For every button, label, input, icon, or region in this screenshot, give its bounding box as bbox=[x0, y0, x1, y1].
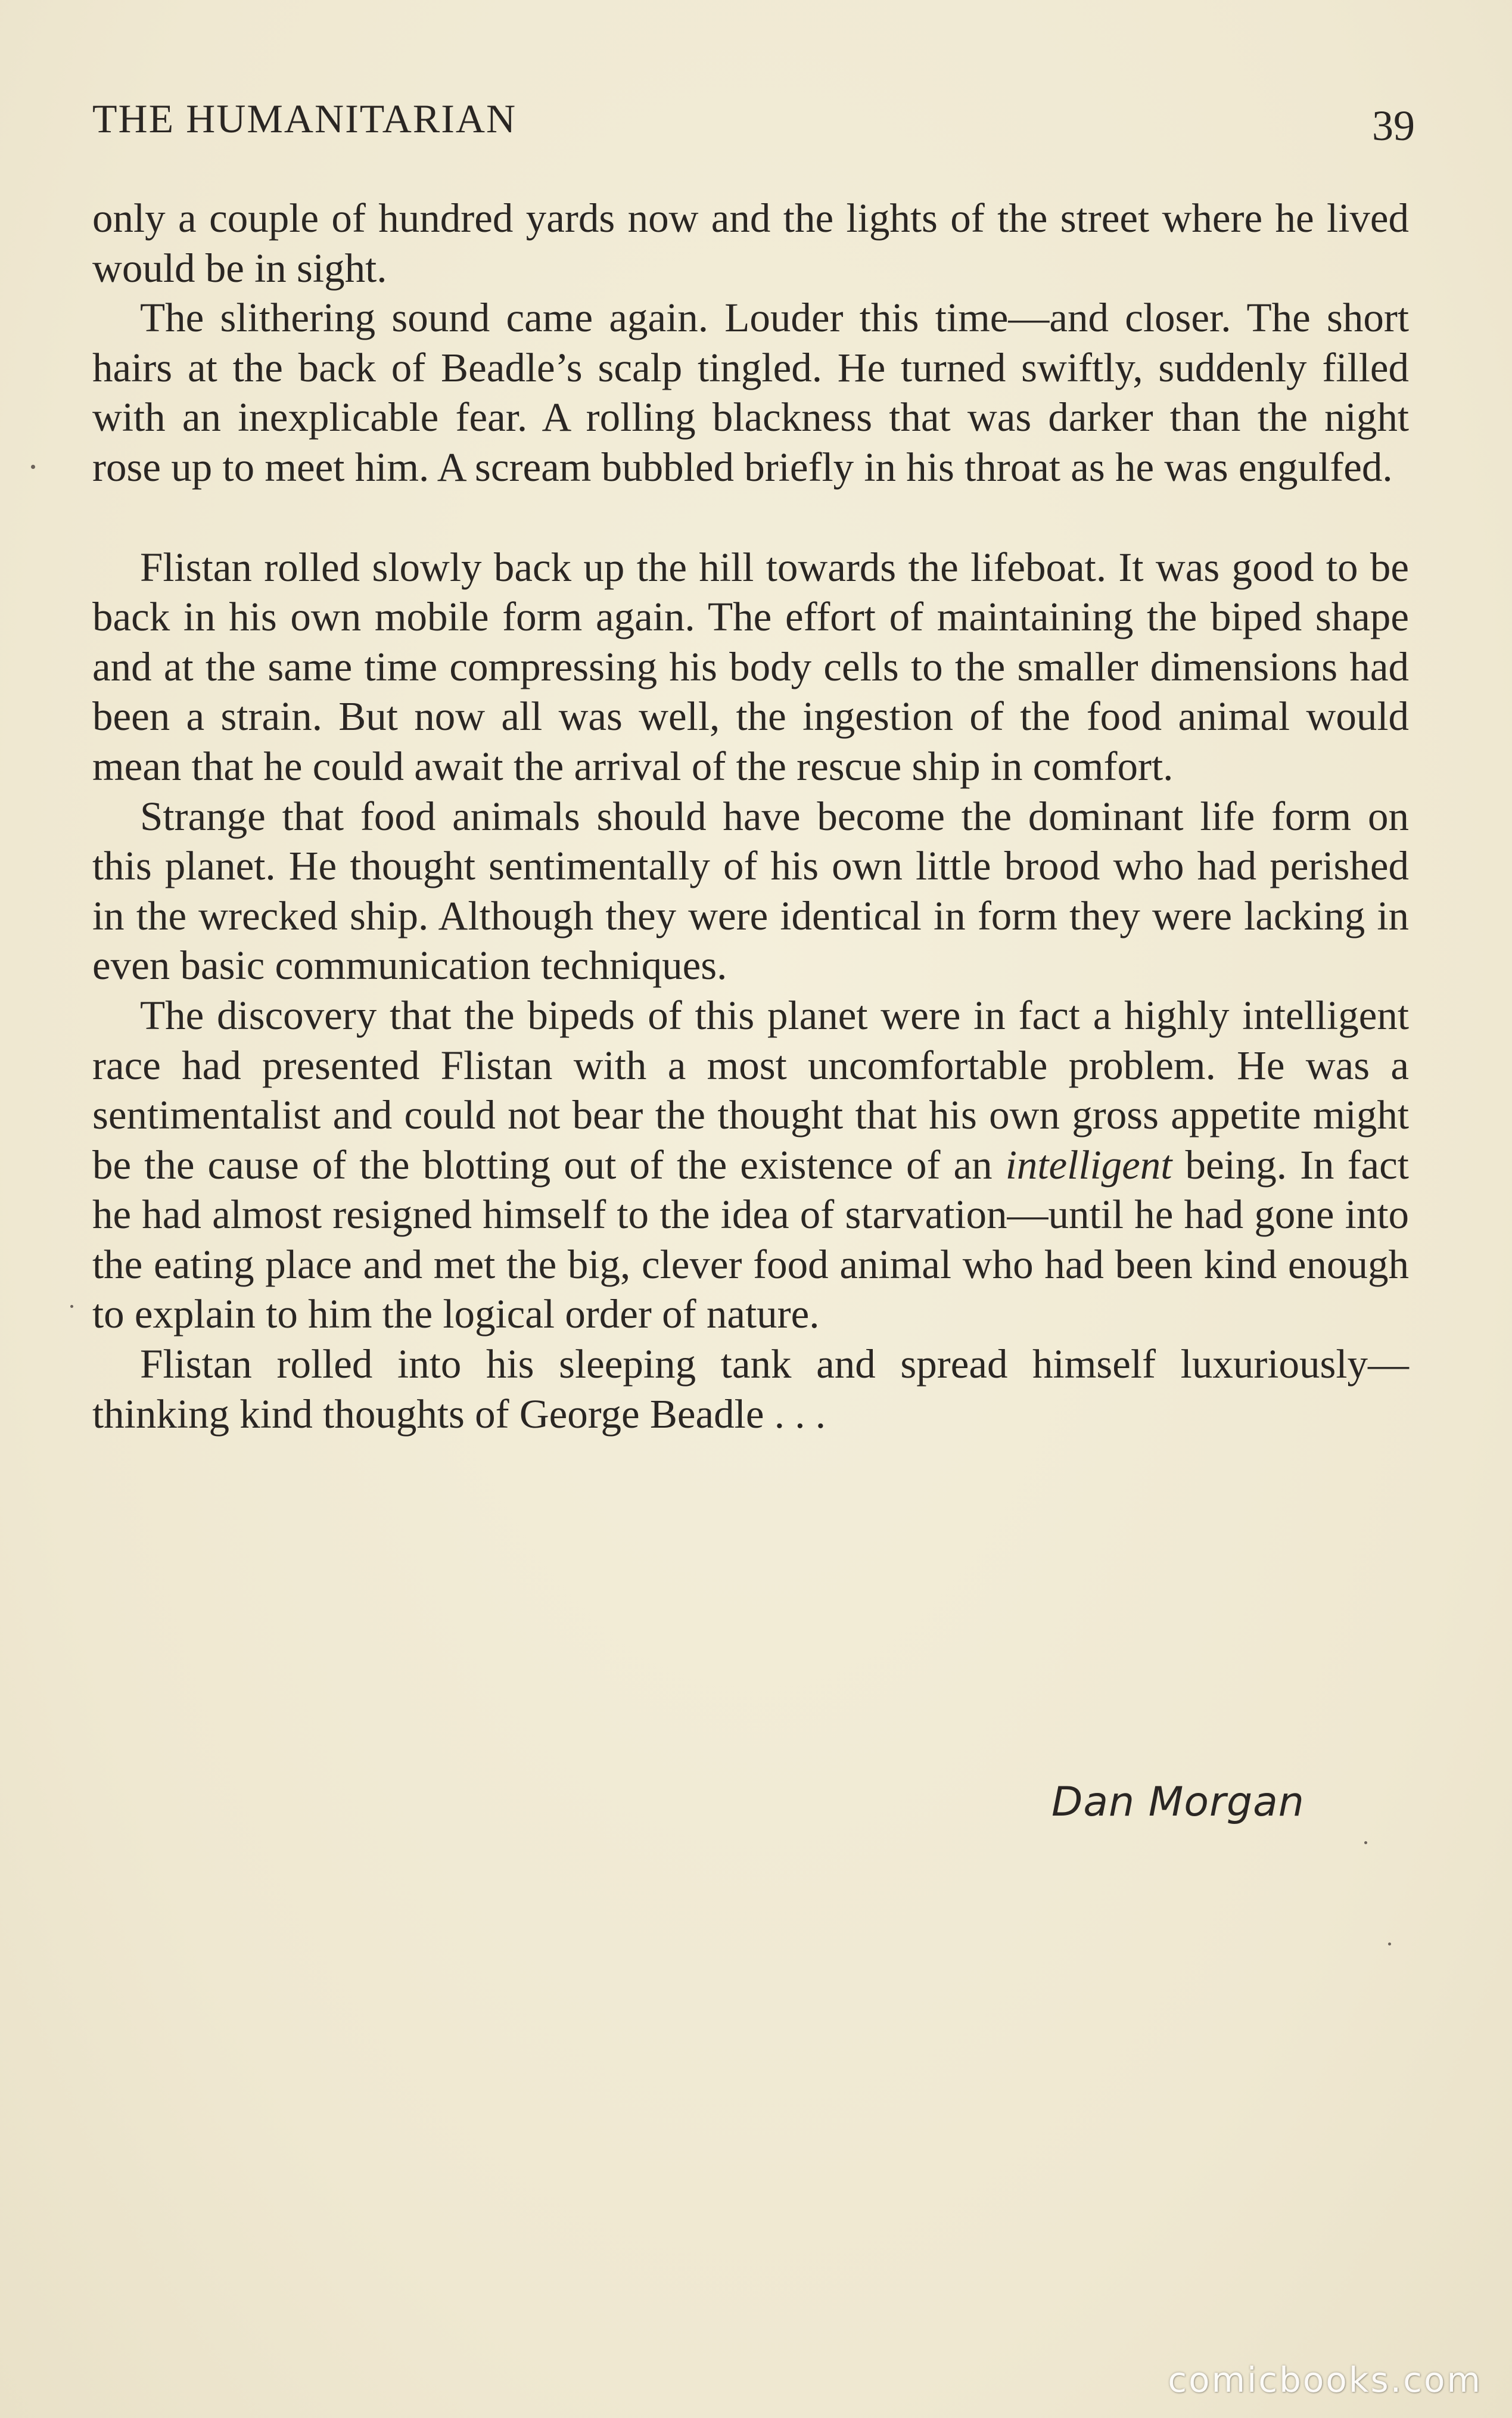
paragraph: The slithering sound came again. Louder this time—and closer. The short hairs at the back of Beadle’s scalp tingled. He turned swiftly, suddenly filled with an inexplicable fear. A rolling blackness that was darker than the night rose up to meet him. A scream bubbled briefly in his throat as he was engulfed. bbox=[92, 295, 1409, 490]
paragraph: Flistan rolled into his sleeping tank and spread himself luxuriously—thinking kind thoughts of George Beadle . . . bbox=[92, 1341, 1409, 1437]
paper-speck bbox=[1388, 1943, 1391, 1945]
story-text bbox=[92, 194, 1409, 1439]
paper-speck bbox=[31, 465, 35, 469]
paragraph: Flistan rolled slowly back up the hill towards the lifeboat. It was good to be back in his own mobile form again. The effort of maintaining the biped shape and at the same time compressing his body cells to the smaller dimensions had been a strain. But now all was well, the ingestion of the food animal would mean that he could await the arrival of the rescue ship in comfort. bbox=[92, 544, 1409, 789]
running-head bbox=[92, 95, 1415, 155]
paragraph bbox=[92, 991, 1409, 1339]
paragraph: only a couple of hundred yards now and the lights of the street where he lived would be in sight. bbox=[92, 195, 1409, 291]
watermark: comicbooks.com bbox=[1168, 2360, 1482, 2400]
paper-speck bbox=[1364, 1841, 1367, 1844]
emphasis-word: intelligent bbox=[1005, 1142, 1172, 1188]
paragraph: Strange that food animals should have become the dominant life form on this planet. He thought sentimentally of his own little brood who had perished in the wrecked ship. Although they were identical in form they were lacking in even basic communication techniques. bbox=[92, 793, 1409, 989]
paragraph-text: The discovery that the bipeds of this planet were in fact a highly intelligent race had presented Flistan with a most uncomfortable problem. He was a sentimentalist and could not bear the thought that his own gross appetite might be the cause of the blotting out of the existence of an bbox=[92, 992, 1409, 1188]
author-signature: Dan Morgan bbox=[1051, 1779, 1305, 1826]
page-number: 39 bbox=[1372, 102, 1415, 150]
running-title: THE HUMANITARIAN bbox=[92, 96, 517, 141]
paragraph-text: being. In fact he had almost resigned himself to the idea of starvation—until he had gone into the eating place and met the big, clever food animal who had been kind enough to explain to him the logical order of nature. bbox=[92, 1142, 1409, 1337]
paper-speck bbox=[70, 1305, 73, 1308]
